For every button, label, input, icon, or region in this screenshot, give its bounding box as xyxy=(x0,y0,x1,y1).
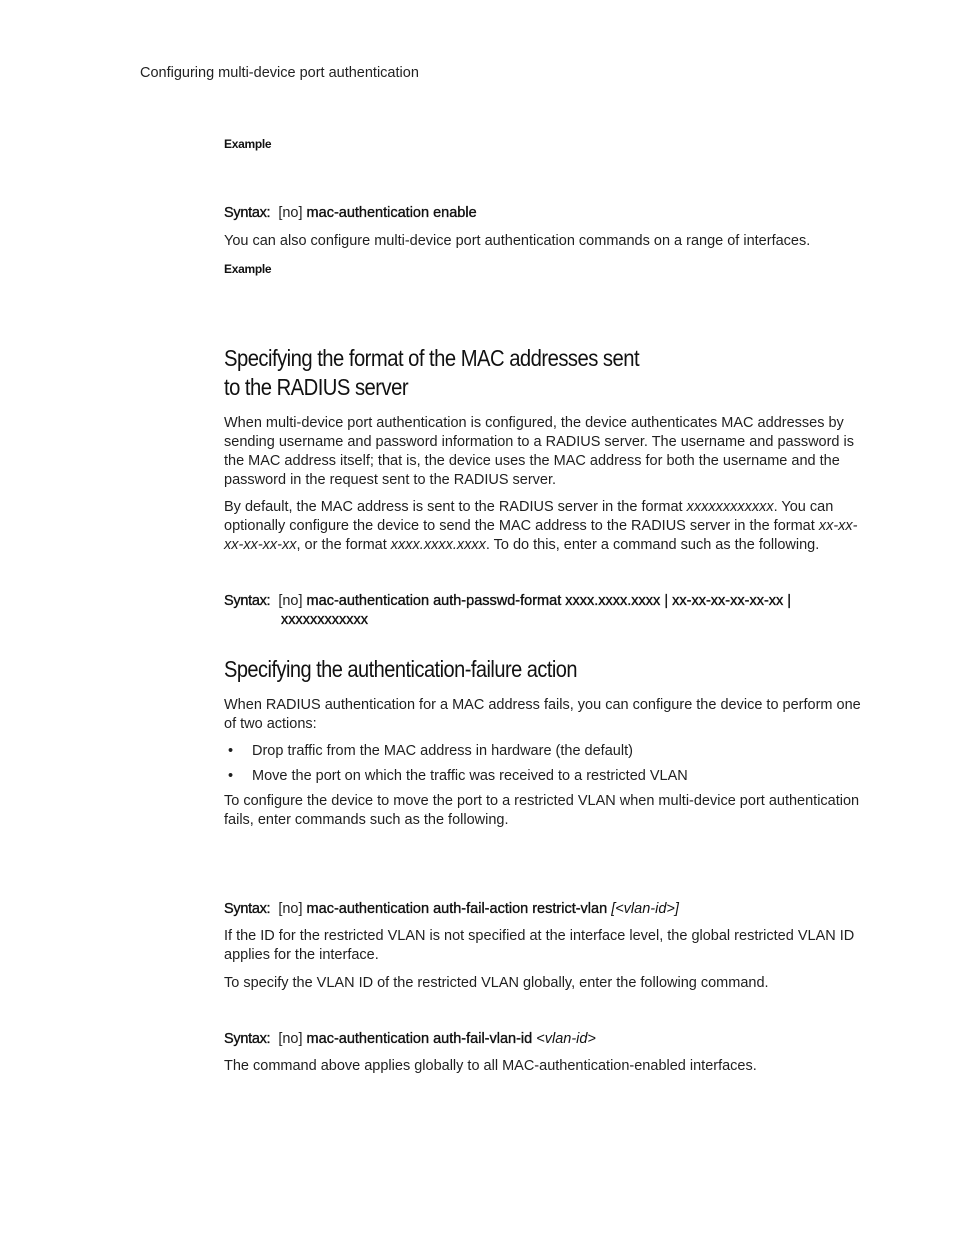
syntax-command: mac-authentication auth-fail-action restrict-vlan xyxy=(306,901,608,917)
bullet-text: Drop traffic from the MAC address in hardware (the default) xyxy=(252,743,633,759)
bullet-text: Move the port on which the traffic was received to a restricted VLAN xyxy=(252,768,688,784)
syntax-argument: [<vlan-id>] xyxy=(611,901,679,917)
bullet-item xyxy=(224,767,874,786)
body-paragraph: The command above applies globally to all MAC-authentication-enabled interfaces. xyxy=(224,1058,757,1074)
mac-format-text: xxxx.xxxx.xxxx xyxy=(390,537,486,553)
syntax-label: Syntax: xyxy=(224,1031,271,1047)
syntax-argument: <vlan-id> xyxy=(536,1031,596,1047)
heading-line: Specifying the format of the MAC addresses sent xyxy=(224,345,640,371)
example-label: Example xyxy=(224,137,272,151)
syntax-command: xxxxxxxxxxxx xyxy=(281,612,368,628)
body-paragraph: If the ID for the restricted VLAN is not specified at the interface level, the global restricted VLAN ID applies for the interface. xyxy=(224,928,855,963)
syntax-label: Syntax: xyxy=(224,901,271,917)
text-run: . You can optionally configure the device to send the MAC address to the RADIUS server in the format xyxy=(224,499,834,534)
body-paragraph: To specify the VLAN ID of the restricted VLAN globally, enter the following command. xyxy=(224,975,769,991)
example-label: Example xyxy=(224,262,272,276)
no-option: [no] xyxy=(278,205,303,221)
heading-line: to the RADIUS server xyxy=(224,374,409,400)
body-paragraph: When RADIUS authentication for a MAC address fails, you can configure the device to perform one of two actions: xyxy=(224,697,861,732)
no-option: [no] xyxy=(278,593,303,609)
syntax-line xyxy=(224,900,874,919)
syntax-line xyxy=(224,592,874,611)
bullet-icon: • xyxy=(228,768,234,784)
mac-format-text: xx-xx-xx-xx-xx-xx xyxy=(224,518,858,553)
syntax-command: mac-authentication auth-fail-vlan-id xyxy=(306,1031,533,1047)
mac-format-text: xxxxxxxxxxxx xyxy=(686,499,774,515)
syntax-line xyxy=(224,1030,874,1049)
bullet-icon: • xyxy=(228,743,234,759)
body-paragraph xyxy=(224,498,874,555)
no-option: [no] xyxy=(278,1031,303,1047)
body-paragraph: When multi-device port authentication is configured, the device authenticates MAC addresses by sending username and password information to a RADIUS server. The username and password is the MAC address itself; that is, the device uses the MAC address for both the username and the password in the request sent to the RADIUS server. xyxy=(224,415,854,488)
text-run: . To do this, enter a command such as the following. xyxy=(485,537,820,553)
section-heading xyxy=(224,655,874,684)
text-run: By default, the MAC address is sent to the RADIUS server in the format xyxy=(224,499,687,515)
body-paragraph: To configure the device to move the port to a restricted VLAN when multi-device port authentication fails, enter commands such as the following. xyxy=(224,793,860,828)
syntax-command: mac-authentication enable xyxy=(306,205,477,221)
syntax-continuation xyxy=(281,611,368,630)
bullet-item xyxy=(224,742,874,761)
text-run: , or the format xyxy=(296,537,391,553)
no-option: [no] xyxy=(278,901,303,917)
running-header: Configuring multi-device port authentication xyxy=(140,65,419,81)
section-heading xyxy=(224,344,874,402)
syntax-line xyxy=(224,204,874,223)
syntax-label: Syntax: xyxy=(224,593,271,609)
heading-line: Specifying the authentication-failure action xyxy=(224,656,578,682)
syntax-label: Syntax: xyxy=(224,205,271,221)
body-paragraph: You can also configure multi-device port authentication commands on a range of interfaces. xyxy=(224,233,811,249)
syntax-command: mac-authentication auth-passwd-format xxxx.xxxx.xxxx | xx-xx-xx-xx-xx-xx | xyxy=(306,593,792,609)
